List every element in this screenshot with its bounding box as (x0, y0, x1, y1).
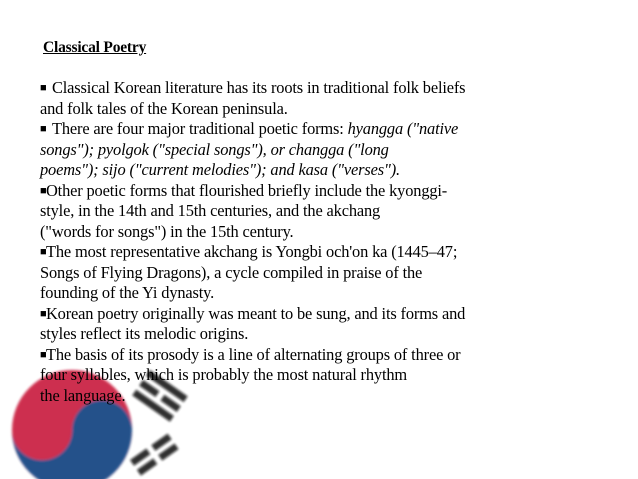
bullet-line (40, 365, 600, 386)
bullet-square-icon: ■ (40, 307, 47, 320)
bullet-text: Songs of Flying Dragons), a cycle compiled in praise of the (40, 262, 423, 282)
bullet-square-icon: ■ (40, 123, 47, 135)
bullet-text: poems"); sijo ("current melodies"); and kasa ("verses"). (40, 160, 400, 179)
bullet-text: the language. (40, 385, 126, 405)
bullet-text: styles reflect its melodic origins. (40, 324, 249, 343)
bullet-line (40, 262, 600, 284)
bullet-square-icon: ■ (40, 82, 47, 94)
bullet-line (40, 345, 600, 366)
bullet-line (40, 139, 600, 161)
bullet-square-icon: ■ (40, 184, 47, 197)
bullet-line (40, 324, 600, 345)
bullet-text: founding of the Yi dynasty. (40, 283, 215, 302)
bullet-text: four syllables, which is probably the most natural rhythm (40, 365, 408, 384)
bullet-text: and folk tales of the Korean peninsula. (40, 98, 288, 118)
bullet-line (40, 119, 600, 140)
bullet-line (40, 385, 600, 407)
bullet-square-icon: ■ (40, 348, 47, 361)
bullet-text: Korean poetry originally was meant to be sung, and its forms and (46, 303, 466, 323)
bullet-item (40, 345, 600, 407)
bullet-line (40, 78, 600, 99)
bullet-text: songs"); pyolgok ("special songs"), or changga ("long (40, 139, 389, 159)
bullet-text: There are four major traditional poetic forms: (52, 119, 348, 138)
bullet-line (40, 304, 600, 325)
bullet-item (40, 242, 600, 304)
bullet-text: Other poetic forms that flourished briefly include the kyonggi- (46, 180, 448, 200)
bullet-item (40, 304, 600, 345)
bullet-list (40, 78, 600, 406)
bullet-text: style, in the 14th and 15th centuries, and the akchang (40, 201, 381, 220)
bullet-item (40, 181, 600, 243)
bullet-text: The basis of its prosody is a line of alternating groups of three or (46, 344, 461, 364)
bullet-line (40, 221, 600, 243)
bullet-square-icon: ■ (40, 246, 47, 258)
bullet-line (40, 283, 600, 304)
bullet-text: Classical Korean literature has its roots in traditional folk beliefs (52, 78, 466, 97)
bullet-line (40, 201, 600, 222)
bullet-line (40, 98, 600, 120)
bullet-text: ("words for songs") in the 15th century. (40, 221, 294, 241)
bullet-item (40, 119, 600, 181)
bullet-line (40, 181, 600, 202)
bullet-line (40, 160, 600, 181)
bullet-text: hyangga ("native (347, 119, 459, 138)
slide-title: Classical Poetry (43, 39, 147, 56)
bullet-line (40, 242, 600, 263)
bullet-item (40, 78, 600, 119)
bullet-text: The most representative akchang is Yongbi och'on ka (1445–47; (46, 242, 458, 261)
